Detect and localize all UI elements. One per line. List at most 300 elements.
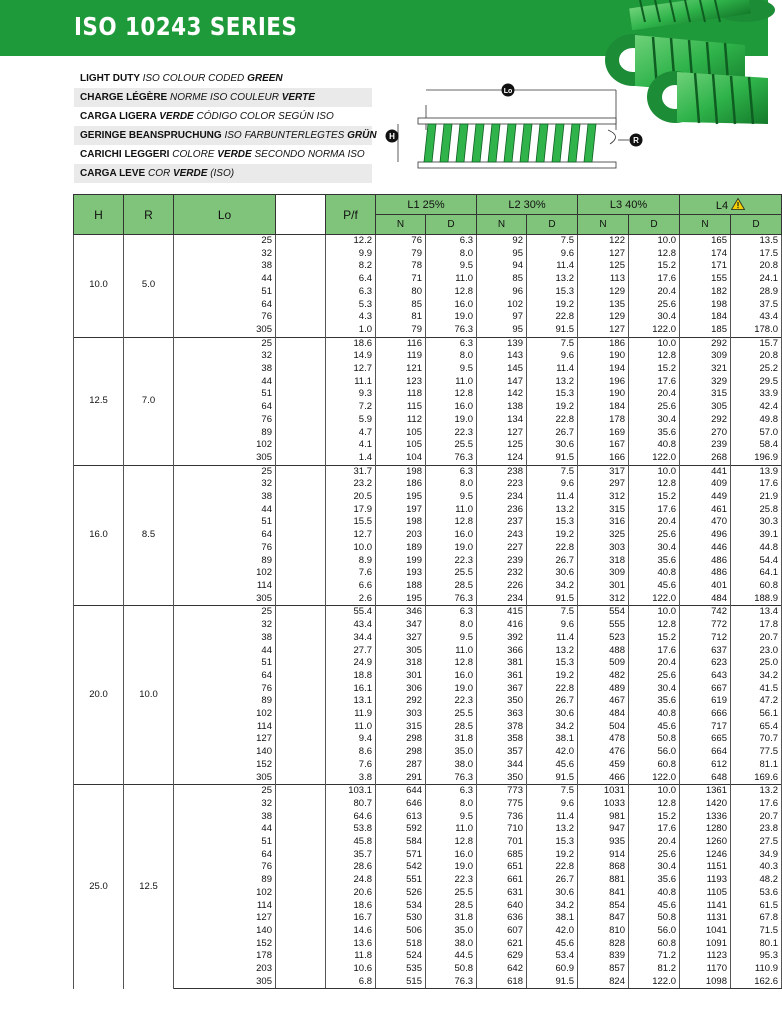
table-row [74,452,782,465]
cell-l4-n: 292 [680,337,731,350]
cell-l4-n: 1131 [680,912,731,925]
cell-lo: 32 [174,248,276,261]
cell-lo: 32 [174,478,276,491]
cell-l1-d: 11.0 [426,823,477,836]
cell-pf: 18.8 [326,670,376,683]
cell-lo: 305 [174,593,276,606]
cell-l2-d: 11.4 [527,811,578,824]
cell-l3-d: 40.8 [629,708,680,721]
col-header-l4-label: L4 [715,199,729,212]
cell-l2-d: 19.2 [527,299,578,312]
cell-l1-d: 9.5 [426,491,477,504]
cell-gap [276,657,326,670]
r-label: R [633,136,639,145]
cell-l1-n: 518 [376,938,426,951]
cell-l3-n: 127 [578,324,629,337]
cell-l4-n: 643 [680,670,731,683]
cell-l4-n: 268 [680,452,731,465]
description-line-0: LIGHT DUTY ISO COLOUR CODED GREEN [80,73,283,84]
cell-lo: 102 [174,439,276,452]
cell-l2-d: 13.2 [527,273,578,286]
table-row [74,963,782,976]
cell-l3-n: 309 [578,567,629,580]
cell-l4-n: 1280 [680,823,731,836]
cell-l4-d: 20.7 [731,811,782,824]
cell-l3-n: 129 [578,286,629,299]
cell-lo: 25 [174,606,276,619]
cell-l3-n: 312 [578,593,629,606]
cell-gap [276,912,326,925]
cell-l4-d: 24.1 [731,273,782,286]
cell-l2-d: 22.8 [527,311,578,324]
cell-l4-n: 461 [680,504,731,517]
cell-l3-d: 25.6 [629,299,680,312]
cell-l1-n: 530 [376,912,426,925]
cell-l4-d: 17.8 [731,619,782,632]
cell-l4-d: 80.1 [731,938,782,951]
cell-pf: 64.6 [326,811,376,824]
cell-l4-n: 742 [680,606,731,619]
cell-lo: 44 [174,376,276,389]
cell-l4-d: 23.8 [731,823,782,836]
cell-l4-n: 486 [680,555,731,568]
cell-gap [276,388,326,401]
cell-l1-d: 76.3 [426,324,477,337]
cell-pf: 15.5 [326,516,376,529]
cell-l1-n: 515 [376,976,426,989]
cell-l3-d: 56.0 [629,925,680,938]
cell-l3-d: 35.6 [629,555,680,568]
cell-lo: 64 [174,529,276,542]
table-row [74,823,782,836]
cell-l2-d: 9.6 [527,619,578,632]
spring-spec-table-wrapper [73,194,778,989]
cell-l2-d: 34.2 [527,721,578,734]
cell-lo: 25 [174,337,276,350]
cell-l2-n: 344 [477,759,527,772]
cell-r: 7.0 [124,337,174,465]
cell-pf: 9.9 [326,248,376,261]
cell-l3-d: 12.8 [629,248,680,261]
cell-l3-d: 60.8 [629,759,680,772]
cell-l4-d: 44.8 [731,542,782,555]
cell-l4-n: 446 [680,542,731,555]
cell-l2-n: 621 [477,938,527,951]
sub-header-d: D [731,215,782,235]
cell-l4-n: 1170 [680,963,731,976]
cell-gap [276,874,326,887]
cell-l1-d: 12.8 [426,516,477,529]
cell-l3-n: 554 [578,606,629,619]
cell-l1-d: 19.0 [426,861,477,874]
cell-l2-d: 7.5 [527,606,578,619]
cell-l1-n: 315 [376,721,426,734]
cell-pf: 55.4 [326,606,376,619]
cell-lo: 140 [174,925,276,938]
cell-pf: 53.8 [326,823,376,836]
cell-l1-d: 16.0 [426,849,477,862]
cell-l4-n: 309 [680,350,731,363]
cell-l1-n: 298 [376,746,426,759]
cell-l2-n: 631 [477,887,527,900]
cell-l3-n: 1033 [578,798,629,811]
cell-l4-n: 717 [680,721,731,734]
cell-l1-d: 11.0 [426,376,477,389]
cell-l4-d: 95.3 [731,950,782,963]
cell-lo: 102 [174,567,276,580]
cell-l3-d: 81.2 [629,963,680,976]
cell-l2-n: 94 [477,260,527,273]
cell-r: 12.5 [124,785,174,989]
cell-pf: 7.6 [326,567,376,580]
cell-lo: 32 [174,350,276,363]
cell-pf: 14.9 [326,350,376,363]
cell-pf: 7.2 [326,401,376,414]
cell-l1-n: 551 [376,874,426,887]
cell-l3-d: 30.4 [629,311,680,324]
table-row [74,759,782,772]
cell-l4-d: 58.4 [731,439,782,452]
cell-gap [276,542,326,555]
cell-l1-d: 6.3 [426,337,477,350]
cell-gap [276,299,326,312]
table-row [74,248,782,261]
cell-l2-d: 22.8 [527,414,578,427]
cell-l2-n: 142 [477,388,527,401]
cell-l2-d: 91.5 [527,324,578,337]
cell-l4-d: 43.4 [731,311,782,324]
cell-l1-n: 112 [376,414,426,427]
cell-pf: 5.3 [326,299,376,312]
cell-pf: 3.8 [326,772,376,785]
cell-l2-d: 9.6 [527,350,578,363]
cell-l4-n: 612 [680,759,731,772]
table-row [74,874,782,887]
cell-pf: 4.1 [326,439,376,452]
cell-gap [276,491,326,504]
cell-l3-d: 10.0 [629,235,680,248]
cell-l4-n: 1041 [680,925,731,938]
cell-l2-n: 773 [477,785,527,798]
cell-l1-d: 16.0 [426,299,477,312]
cell-l2-n: 143 [477,350,527,363]
cell-l1-n: 287 [376,759,426,772]
cell-l3-n: 318 [578,555,629,568]
cell-pf: 9.3 [326,388,376,401]
table-row [74,273,782,286]
cell-l3-n: 190 [578,388,629,401]
cell-l4-d: 17.5 [731,248,782,261]
cell-l4-d: 110.9 [731,963,782,976]
cell-l1-d: 19.0 [426,414,477,427]
cell-l3-n: 459 [578,759,629,772]
description-line-3: GERINGE BEANSPRUCHUNG ISO FARBUNTERLEGTES GRÜN [74,126,372,145]
cell-l3-d: 25.6 [629,401,680,414]
cell-l2-n: 775 [477,798,527,811]
cell-pf: 23.2 [326,478,376,491]
cell-l3-n: 489 [578,683,629,696]
cell-l2-d: 7.5 [527,235,578,248]
cell-pf: 8.6 [326,746,376,759]
cell-l4-n: 712 [680,632,731,645]
cell-l1-d: 22.3 [426,427,477,440]
cell-l3-n: 523 [578,632,629,645]
cell-l1-d: 25.5 [426,887,477,900]
cell-l1-d: 22.3 [426,695,477,708]
cell-pf: 12.7 [326,363,376,376]
table-row [74,849,782,862]
cell-l3-n: 190 [578,350,629,363]
cell-gap [276,235,326,248]
cell-lo: 203 [174,963,276,976]
table-row [74,900,782,913]
cell-h: 25.0 [74,785,124,989]
cell-pf: 8.2 [326,260,376,273]
cell-pf: 16.7 [326,912,376,925]
cell-l3-d: 20.4 [629,836,680,849]
cell-l4-n: 665 [680,733,731,746]
cell-l2-d: 22.8 [527,683,578,696]
cell-l4-d: 34.2 [731,670,782,683]
cell-l2-n: 642 [477,963,527,976]
cell-lo: 44 [174,273,276,286]
cell-l3-n: 935 [578,836,629,849]
cell-l4-d: 20.7 [731,632,782,645]
cell-l2-n: 415 [477,606,527,619]
page-title: ISO 10243 SERIES [74,12,298,41]
cell-lo: 32 [174,619,276,632]
cell-l3-n: 839 [578,950,629,963]
cell-l2-d: 45.6 [527,938,578,951]
cell-l1-n: 121 [376,363,426,376]
cell-l1-n: 301 [376,670,426,683]
table-row [74,504,782,517]
cell-lo: 102 [174,708,276,721]
cell-pf: 10.0 [326,542,376,555]
cell-l3-n: 184 [578,401,629,414]
cell-l3-n: 135 [578,299,629,312]
cell-l3-n: 810 [578,925,629,938]
cell-l4-n: 401 [680,580,731,593]
cell-gap [276,427,326,440]
cell-l3-n: 466 [578,772,629,785]
cell-gap [276,811,326,824]
cell-gap [276,938,326,951]
cell-l4-d: 56.1 [731,708,782,721]
cell-pf: 17.9 [326,504,376,517]
cell-l2-d: 91.5 [527,452,578,465]
col-header-r: R [124,195,174,235]
cell-l3-n: 167 [578,439,629,452]
cell-l3-n: 125 [578,260,629,273]
cell-l4-n: 182 [680,286,731,299]
cell-l2-n: 366 [477,645,527,658]
table-row [74,772,782,785]
cell-l2-n: 367 [477,683,527,696]
cell-gap [276,516,326,529]
cell-l1-n: 119 [376,350,426,363]
cell-lo: 114 [174,900,276,913]
cell-l1-n: 195 [376,491,426,504]
cell-pf: 31.7 [326,465,376,478]
table-row [74,580,782,593]
table-row [74,337,782,350]
cell-l3-d: 45.6 [629,900,680,913]
cell-lo: 64 [174,299,276,312]
cell-pf: 80.7 [326,798,376,811]
table-row [74,363,782,376]
cell-gap [276,593,326,606]
cell-l3-n: 325 [578,529,629,542]
cell-l1-n: 79 [376,248,426,261]
table-row [74,286,782,299]
cell-l4-n: 666 [680,708,731,721]
cell-l1-d: 6.3 [426,465,477,478]
lo-label: Lo [503,88,513,95]
cell-l3-d: 40.8 [629,887,680,900]
cell-l1-n: 327 [376,632,426,645]
cell-l2-n: 618 [477,976,527,989]
table-row [74,516,782,529]
cell-l1-n: 197 [376,504,426,517]
cell-gap [276,439,326,452]
cell-l3-n: 857 [578,963,629,976]
cell-l4-n: 623 [680,657,731,670]
cell-l4-n: 648 [680,772,731,785]
cell-l4-d: 29.5 [731,376,782,389]
cell-l4-d: 33.9 [731,388,782,401]
cell-gap [276,645,326,658]
cell-l2-n: 378 [477,721,527,734]
cell-l2-n: 125 [477,439,527,452]
cell-l2-d: 11.4 [527,632,578,645]
cell-l4-n: 409 [680,478,731,491]
cell-l3-n: 297 [578,478,629,491]
cell-l2-n: 685 [477,849,527,862]
cell-l2-d: 15.3 [527,516,578,529]
cell-pf: 34.4 [326,632,376,645]
cell-l1-d: 12.8 [426,836,477,849]
cell-l3-d: 40.8 [629,439,680,452]
cell-l1-n: 199 [376,555,426,568]
cell-pf: 12.2 [326,235,376,248]
cell-l2-n: 710 [477,823,527,836]
cell-l4-n: 1098 [680,976,731,989]
cell-l3-d: 12.8 [629,478,680,491]
table-row [74,376,782,389]
table-row [74,439,782,452]
cell-l3-d: 15.2 [629,632,680,645]
cell-l1-n: 104 [376,452,426,465]
cell-l1-n: 613 [376,811,426,824]
description-line-2: CARGA LIGERA VERDE CÓDIGO COLOR SEGÚN ISO [80,111,334,122]
cell-l4-d: 17.6 [731,478,782,491]
cell-l2-d: 38.1 [527,733,578,746]
cell-l4-d: 70.7 [731,733,782,746]
cell-l3-d: 35.6 [629,874,680,887]
cell-pf: 1.4 [326,452,376,465]
cell-l2-n: 358 [477,733,527,746]
cell-h: 10.0 [74,235,124,338]
cell-l1-n: 78 [376,260,426,273]
cell-l1-n: 346 [376,606,426,619]
cell-l2-d: 9.6 [527,798,578,811]
table-row [74,887,782,900]
cell-l4-d: 64.1 [731,567,782,580]
cell-l3-n: 504 [578,721,629,734]
cell-l3-n: 178 [578,414,629,427]
cell-l1-d: 9.5 [426,811,477,824]
cell-l2-n: 234 [477,593,527,606]
cell-pf: 5.9 [326,414,376,427]
cell-l2-n: 636 [477,912,527,925]
cell-l2-n: 139 [477,337,527,350]
cell-gap [276,721,326,734]
cell-l3-n: 914 [578,849,629,862]
cell-l2-n: 392 [477,632,527,645]
table-row [74,657,782,670]
cell-lo: 51 [174,516,276,529]
cell-l3-d: 40.8 [629,567,680,580]
cell-l1-n: 318 [376,657,426,670]
cell-l1-d: 28.5 [426,721,477,734]
cell-l2-d: 13.2 [527,823,578,836]
cell-l4-d: 13.9 [731,465,782,478]
cell-lo: 76 [174,311,276,324]
cell-l2-d: 34.2 [527,900,578,913]
cell-l2-d: 11.4 [527,363,578,376]
cell-l4-d: 196.9 [731,452,782,465]
cell-pf: 103.1 [326,785,376,798]
cell-lo: 51 [174,657,276,670]
cell-l3-n: 127 [578,248,629,261]
cell-h: 16.0 [74,465,124,606]
cell-l2-n: 651 [477,861,527,874]
cell-l2-d: 7.5 [527,785,578,798]
cell-gap [276,580,326,593]
cell-gap [276,861,326,874]
cell-lo: 38 [174,260,276,273]
cell-l4-n: 270 [680,427,731,440]
cell-pf: 9.4 [326,733,376,746]
table-row [74,785,782,798]
cell-l1-n: 105 [376,427,426,440]
cell-l3-d: 17.6 [629,376,680,389]
table-row [74,388,782,401]
col-header-pf: P/f [326,195,376,235]
cell-l1-n: 303 [376,708,426,721]
cell-l3-d: 45.6 [629,580,680,593]
cell-l2-n: 350 [477,695,527,708]
cell-l1-n: 534 [376,900,426,913]
table-header-row [74,195,782,215]
cell-gap [276,350,326,363]
cell-l1-n: 193 [376,567,426,580]
cell-l3-d: 122.0 [629,593,680,606]
cell-l3-d: 122.0 [629,324,680,337]
table-row [74,235,782,248]
cell-l2-n: 357 [477,746,527,759]
cell-l2-n: 381 [477,657,527,670]
cell-l1-d: 35.0 [426,925,477,938]
cell-l4-d: 60.8 [731,580,782,593]
cell-lo: 127 [174,912,276,925]
cell-l1-d: 76.3 [426,976,477,989]
cell-pf: 11.9 [326,708,376,721]
table-row [74,925,782,938]
cell-l1-n: 306 [376,683,426,696]
cell-l2-d: 7.5 [527,337,578,350]
